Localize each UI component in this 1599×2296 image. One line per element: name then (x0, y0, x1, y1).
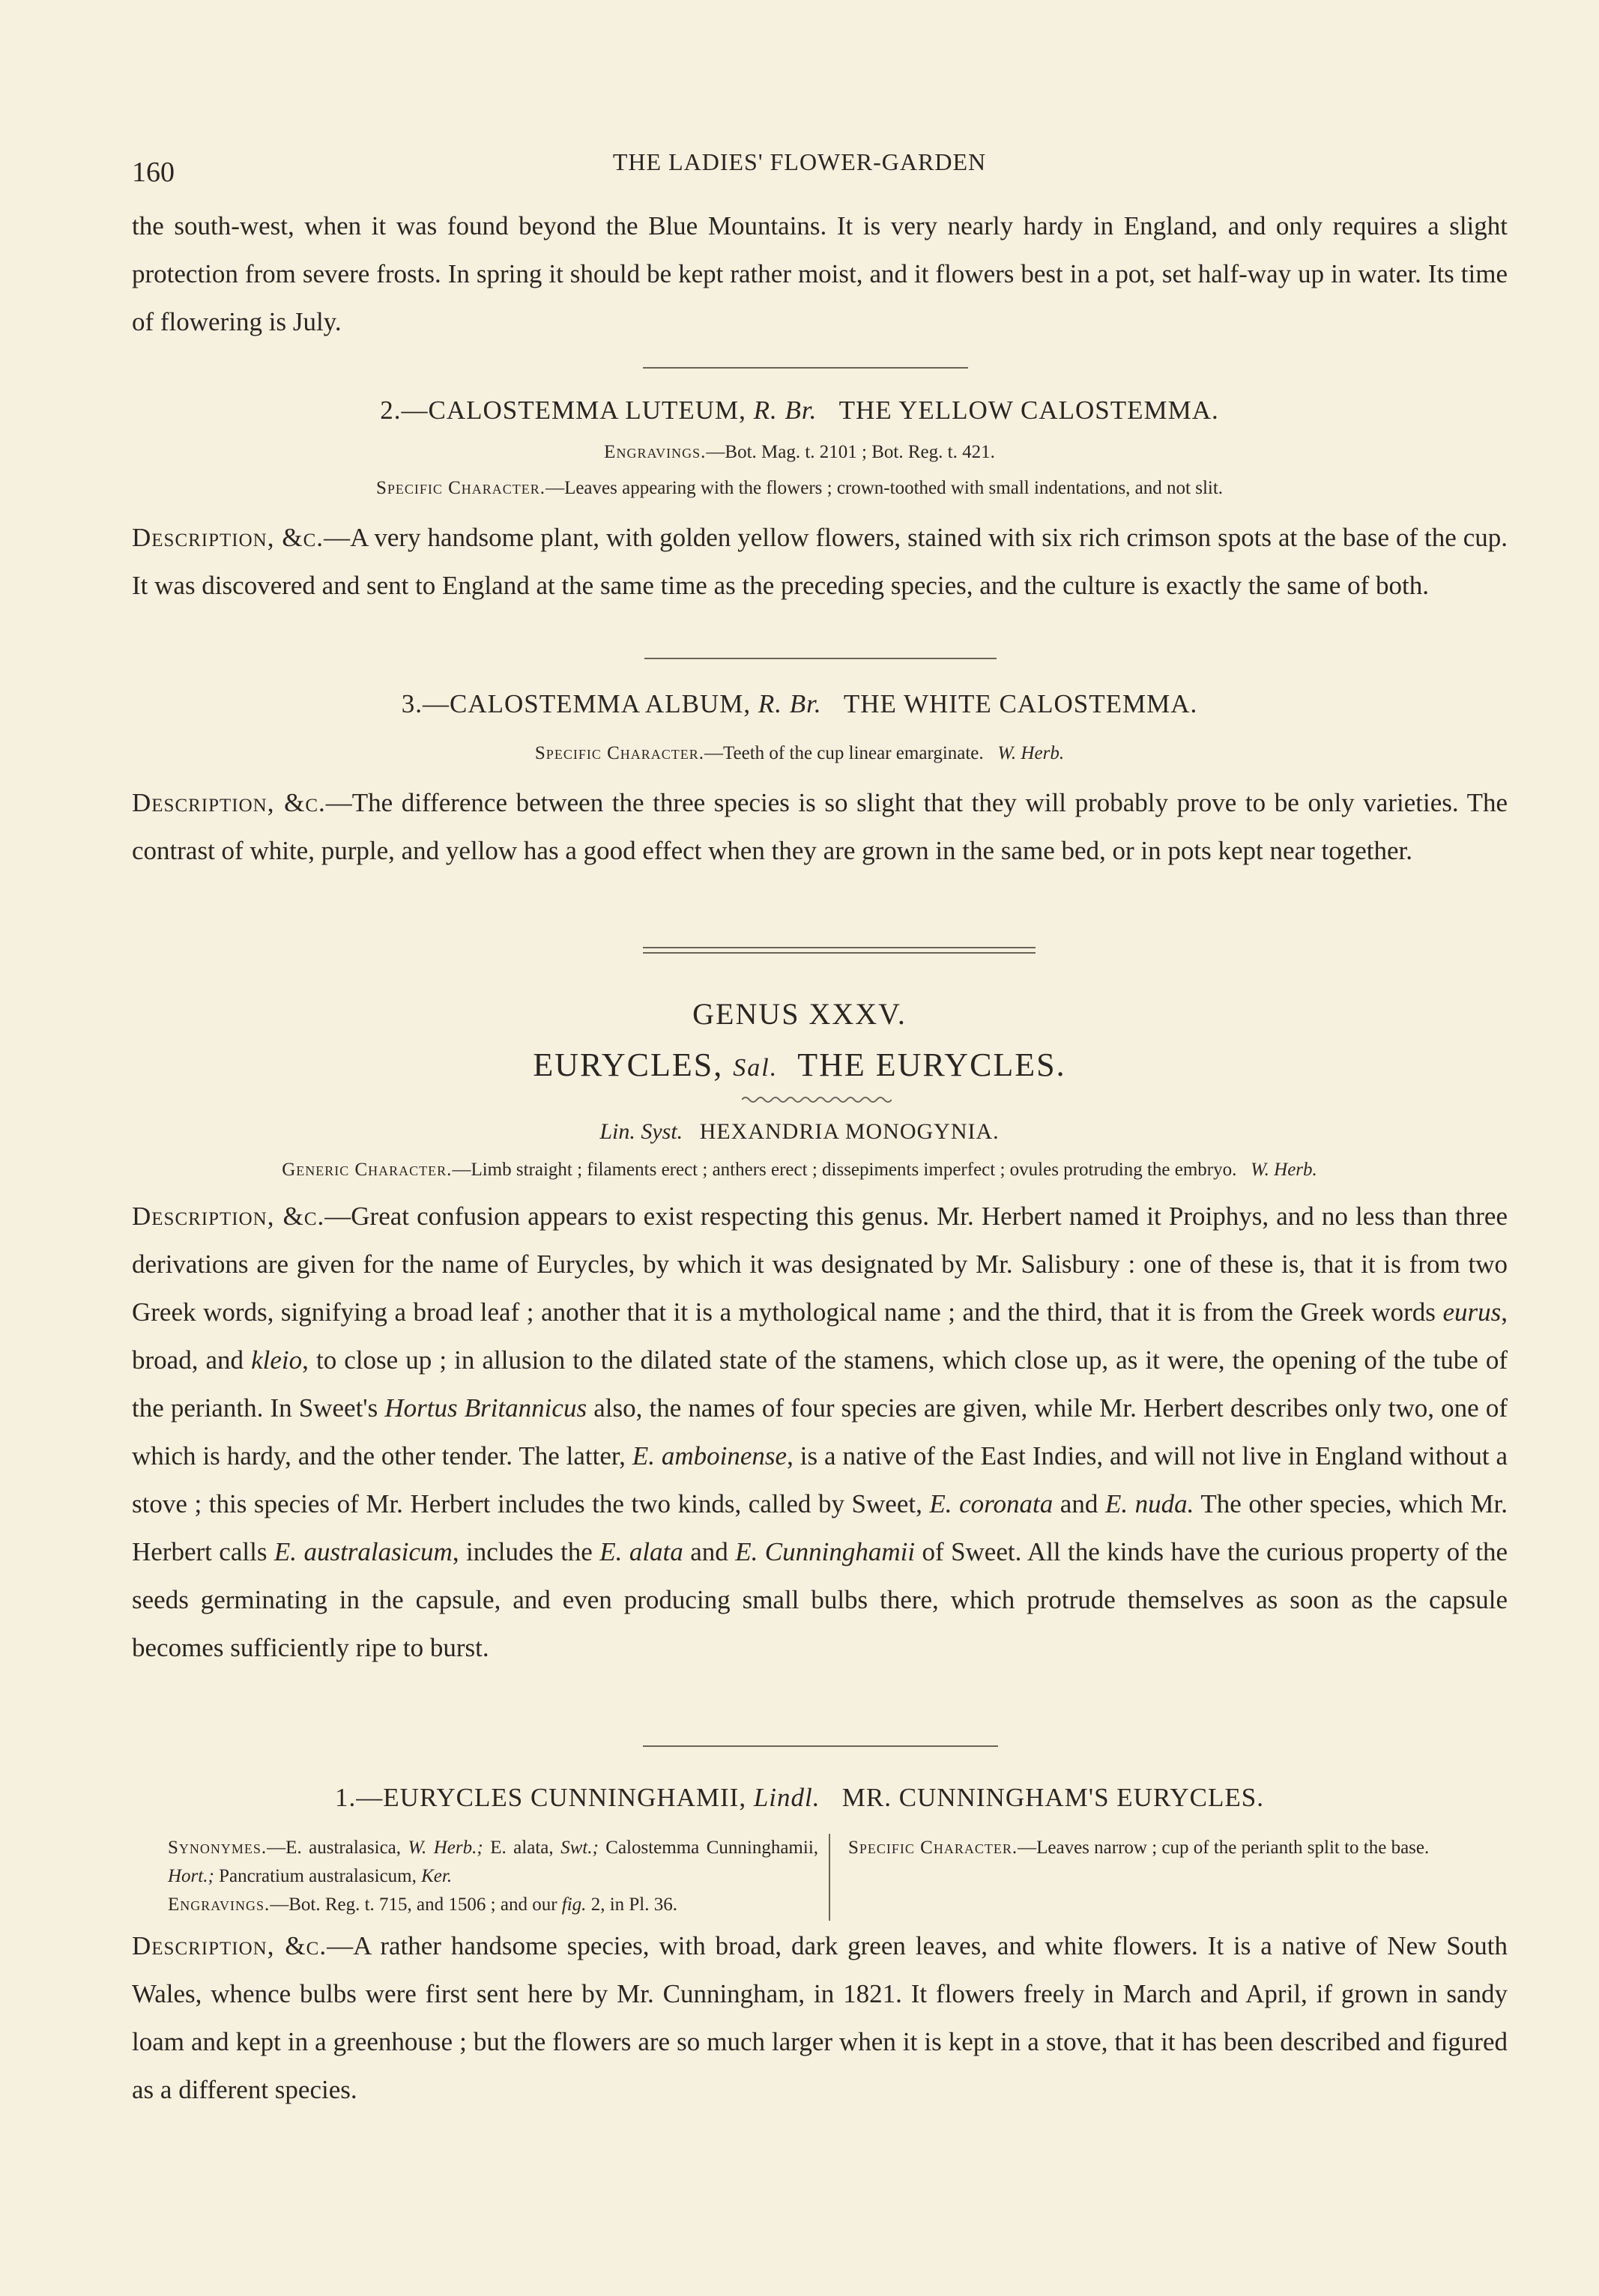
specific-text: —Teeth of the cup linear emarginate. (704, 743, 984, 763)
species-2-specific-character (0, 478, 1599, 499)
species-ref: E. coronata (929, 1489, 1054, 1518)
synonym-text: —E. australasica, (267, 1838, 408, 1858)
engravings-text: —Bot. Reg. t. 715, and 1506 ; and our (270, 1894, 562, 1915)
generic-character (0, 1160, 1599, 1181)
running-title: THE LADIES' FLOWER-GARDEN (612, 148, 987, 175)
species-ref: E. nuda. (1104, 1489, 1194, 1518)
species-2-heading (0, 396, 1599, 425)
species-1-description (132, 1922, 1508, 2114)
species-1-synonymes-column (168, 1834, 818, 1919)
generic-text: —Limb straight ; filaments erect ; anthers erect ; dissepiments imperfect ; ovules protruding the embryo. (452, 1160, 1237, 1180)
intro-text: the south-west, when it was found beyond the Blue Mountains. It is very nearly hardy in England, and only requires a slight protection from severe frosts. In spring it should be kept rather moist, and it flowers best in a pot, set half-way up in water. Its time of flowering is July. (132, 211, 1508, 336)
description-text: —A very handsome plant, with golden yellow flowers, stained with six rich crimson spots at the base of the cup. It was discovered and sent to England at the same time as the preceding species, and the culture is exactly the same of both. (132, 523, 1508, 600)
specific-label: Specific Character. (534, 743, 705, 763)
species-ref: E. Cunninghamii (735, 1537, 916, 1566)
engravings-label: Engravings. (604, 442, 707, 462)
description-text: , is a native of the East Indies, and will not live in England without a stove ; this species of Mr. Herbert includes the two kinds, called by Sweet, (132, 1441, 1508, 1518)
species-3-heading (0, 689, 1599, 719)
greek-word-kleio: kleio (251, 1345, 303, 1375)
column-divider (829, 1834, 830, 1921)
section-rule (643, 1745, 998, 1747)
specific-authority: W. Herb. (997, 743, 1065, 763)
book-title: Hortus Britannicus (384, 1393, 587, 1423)
description-label: Description, &c. (132, 1931, 327, 1960)
species-3-description (132, 779, 1508, 875)
section-rule (644, 658, 997, 659)
specific-label: Specific Character. (375, 478, 546, 498)
synonym-authority: W. Herb.; (408, 1838, 483, 1858)
genus-description (132, 1193, 1508, 1672)
species-authority: R. Br. (753, 396, 817, 425)
description-text: The other species, which Mr. Herbert calls (132, 1489, 1508, 1566)
generic-authority: W. Herb. (1251, 1160, 1317, 1180)
genus-heading (0, 1046, 1599, 1084)
intro-paragraph (132, 202, 1508, 346)
species-name: CALOSTEMMA LUTEUM, (428, 396, 746, 425)
synonym-text: E. alata, (483, 1838, 561, 1858)
engravings-text: 2, in Pl. 36. (586, 1894, 677, 1915)
description-text: of Sweet. All the kinds have the curious property of the seeds germinating in the capsule, and even producing small bulbs there, which protrude themselves as soon as the capsule becomes sufficiently ripe to burst. (132, 1537, 1508, 1662)
species-ref: E. amboinense (632, 1441, 788, 1470)
species-number: 3.— (401, 689, 450, 718)
description-label: Description, &c. (132, 523, 324, 552)
genus-common-name: THE EURYCLES. (797, 1046, 1066, 1083)
species-number: 2.— (380, 396, 429, 425)
genus-authority: Sal. (733, 1054, 779, 1082)
species-1-heading (0, 1783, 1599, 1813)
species-authority: Lindl. (753, 1783, 820, 1812)
species-name: CALOSTEMMA ALBUM, (450, 689, 752, 718)
description-text: —A rather handsome species, with broad, dark green leaves, and white flowers. It is a native of New South Wales, whence bulbs were first sent here by Mr. Cunningham, in 1821. It flowers freely in March and April, if grown in sandy loam and kept in a greenhouse ; but the flowers are so much larger when it is kept in a stove, that it has been described and figured as a different species. (132, 1931, 1508, 2104)
description-text: also, the names of four species are given, while Mr. Herbert describes only two, one of which is hardy, and the other tender. The latter, (132, 1393, 1508, 1470)
synonym-authority: Swt.; (560, 1838, 599, 1858)
page-number: 160 (132, 157, 175, 188)
synonymes-label: Synonymes. (168, 1838, 267, 1858)
wavy-ornament (742, 1095, 892, 1104)
genus-double-rule (643, 947, 1036, 954)
lin-label: Lin. Syst. (599, 1119, 683, 1144)
synonym-text: Pancratium australasicum, (214, 1866, 422, 1886)
lin-text: HEXANDRIA MONOGYNIA. (699, 1119, 1000, 1144)
section-rule (643, 367, 968, 369)
specific-label: Specific Character. (848, 1838, 1018, 1858)
description-text: —Great confusion appears to exist respecting this genus. Mr. Herbert named it Proiphys, and no less than three derivations are given for the name of Eurycles, by which it was designated by Mr. Salisbury : one of these is, that it is from two Greek words, signifying a broad leaf ; another that it is a mythological name ; and the third, that it is from the Greek words (132, 1202, 1508, 1327)
linnaean-system (0, 1119, 1599, 1145)
species-ref: E. alata (599, 1537, 683, 1566)
engravings-text: —Bot. Mag. t. 2101 ; Bot. Reg. t. 421. (706, 442, 995, 462)
species-2-description (132, 514, 1508, 610)
synonym-authority: Hort.; (168, 1866, 214, 1886)
figure-ref: fig. (561, 1894, 587, 1915)
greek-word-eurus: eurus (1442, 1297, 1502, 1327)
species-2-engravings (0, 442, 1599, 463)
genus-label: GENUS XXXV. (692, 997, 907, 1031)
species-authority: R. Br. (758, 689, 822, 718)
synonym-text: Calostemma Cunninghamii, (598, 1838, 819, 1858)
description-text: and (683, 1537, 736, 1566)
species-common-name: THE WHITE CALOSTEMMA. (843, 689, 1198, 718)
species-3-specific-character (0, 743, 1599, 764)
species-1-specific-column (848, 1834, 1473, 1862)
synonym-authority: Ker. (421, 1866, 453, 1886)
description-text: and (1053, 1489, 1105, 1518)
description-text: , broad, and (132, 1297, 1508, 1375)
genus-name: EURYCLES, (533, 1046, 724, 1083)
description-text: , to close up ; in allusion to the dilated state of the stamens, which close up, as it were, the opening of the tube of the perianth. In Sweet's (132, 1345, 1508, 1423)
species-common-name: MR. CUNNINGHAM'S EURYCLES. (841, 1783, 1264, 1812)
specific-text: —Leaves narrow ; cup of the perianth split to the base. (1018, 1838, 1430, 1858)
engravings-label: Engravings. (168, 1894, 270, 1915)
description-label: Description, &c. (132, 788, 326, 817)
species-ref: E. australasicum (273, 1537, 453, 1566)
species-number: 1.— (335, 1783, 384, 1812)
generic-label: Generic Character. (282, 1160, 453, 1180)
specific-text: —Leaves appearing with the flowers ; crown-toothed with small indentations, and not slit. (545, 478, 1224, 498)
species-name: EURYCLES CUNNINGHAMII, (383, 1783, 747, 1812)
description-label: Description, &c. (132, 1202, 325, 1231)
species-common-name: THE YELLOW CALOSTEMMA. (838, 396, 1219, 425)
description-text: —The difference between the three species is so slight that they will probably prove to be only varieties. The contrast of white, purple, and yellow has a good effect when they are grown in the same bed, or in pots kept near together. (132, 788, 1508, 865)
description-text: , includes the (452, 1537, 600, 1566)
